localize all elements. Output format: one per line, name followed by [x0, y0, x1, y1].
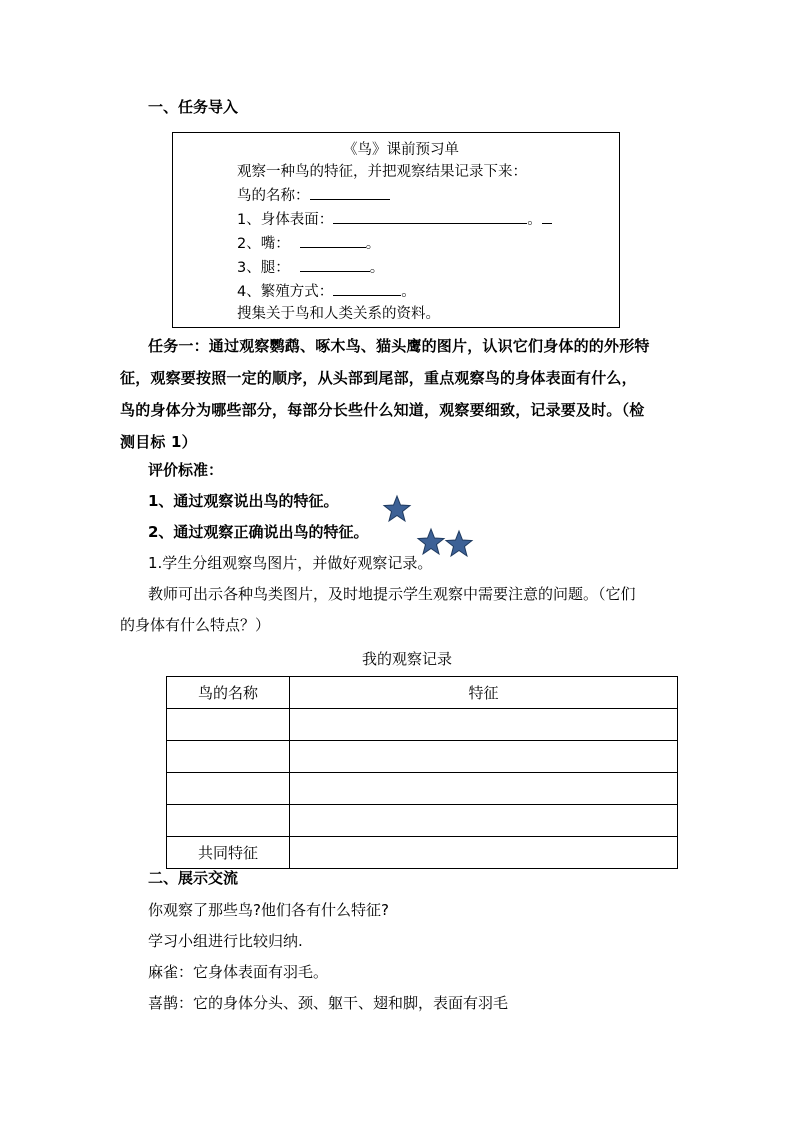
criteria-item2: 2、通过观察正确说出鸟的特征。	[148, 523, 369, 541]
item1-blank	[333, 209, 527, 224]
criteria-heading: 评价标准：	[148, 461, 224, 479]
criteria-item1: 1、通过观察说出鸟的特征。	[148, 492, 339, 510]
preview-collect: 搜集关于鸟和人类关系的资料。	[237, 306, 440, 322]
preview-item1-row	[237, 208, 552, 229]
section1-heading: 一、任务导入	[148, 98, 239, 116]
item1-end: 。	[527, 212, 542, 228]
col-feature-header: 特征	[290, 677, 678, 709]
item2-end: 。	[365, 236, 381, 252]
star-icon	[382, 494, 412, 524]
table-cell[interactable]	[290, 805, 678, 837]
table-cell[interactable]	[167, 709, 290, 741]
item2-blank	[300, 233, 366, 248]
table-cell[interactable]	[290, 709, 678, 741]
item3-blank	[300, 257, 370, 272]
preview-sheet-box	[172, 132, 620, 328]
item4-end: 。	[401, 284, 416, 300]
bird-name-label: 鸟的名称：	[237, 188, 310, 204]
question: 你观察了那些鸟?他们各有什么特征?	[148, 901, 389, 919]
item3-end: 。	[369, 260, 385, 276]
record-title: 我的观察记录	[362, 650, 453, 668]
item2-label: 2、嘴：	[237, 236, 290, 252]
item1-tail-blank	[542, 209, 552, 224]
preview-item3-row	[237, 256, 384, 277]
table-cell[interactable]	[167, 805, 290, 837]
activity1: 1.学生分组观察鸟图片，并做好观察记录。	[148, 554, 433, 572]
star-icon	[444, 529, 474, 559]
table-cell[interactable]	[167, 741, 290, 773]
task1-line3: 鸟的身体分为哪些部分，每部分长些什么知道，观察要细致，记录要及时。（检	[120, 401, 645, 419]
table-cell[interactable]	[290, 837, 678, 869]
preview-item2-row	[237, 232, 380, 253]
table-row	[167, 741, 678, 773]
preview-title: 《鸟》课前预习单	[343, 142, 459, 158]
teacher-note-line2: 的身体有什么特点？）	[120, 616, 271, 634]
section2-heading: 二、展示交流	[148, 869, 239, 887]
table-row	[167, 773, 678, 805]
task1-line2: 征，观察要按照一定的顺序，从头部到尾部，重点观察鸟的身体表面有什么，	[120, 369, 637, 387]
table-row	[167, 805, 678, 837]
table-cell[interactable]	[167, 773, 290, 805]
item1-label: 1、身体表面：	[237, 212, 334, 228]
preview-bird-name-row	[237, 184, 390, 205]
teacher-note-line1: 教师可出示各种鸟类图片，及时地提示学生观察中需要注意的问题。（它们	[148, 585, 636, 603]
sparrow-line: 麻雀：它身体表面有羽毛。	[148, 963, 329, 981]
col-bird-name-header: 鸟的名称	[167, 677, 290, 709]
item4-label: 4、繁殖方式：	[237, 284, 334, 300]
task1-line1: 任务一：通过观察鹦鹉、啄木鸟、猫头鹰的图片，认识它们身体的的外形特	[148, 337, 650, 355]
table-cell[interactable]	[290, 741, 678, 773]
table-header-row	[167, 677, 678, 709]
magpie-line: 喜鹊：它的身体分头、颈、躯干、翅和脚，表面有羽毛	[148, 994, 509, 1012]
table-cell[interactable]	[290, 773, 678, 805]
item4-blank	[333, 281, 401, 296]
group-note: 学习小组进行比较归纳.	[148, 932, 303, 950]
task1-line4: 测目标 1）	[120, 433, 197, 451]
common-feature-label: 共同特征	[167, 837, 290, 869]
preview-item4-row	[237, 280, 416, 301]
bird-name-blank	[310, 185, 390, 200]
table-row	[167, 709, 678, 741]
task1-paragraph	[120, 330, 676, 458]
table-row-common	[167, 837, 678, 869]
preview-instruction: 观察一种鸟的特征，并把观察结果记录下来：	[237, 164, 527, 180]
item3-label: 3、腿：	[237, 260, 290, 276]
observation-record-table	[166, 676, 678, 869]
